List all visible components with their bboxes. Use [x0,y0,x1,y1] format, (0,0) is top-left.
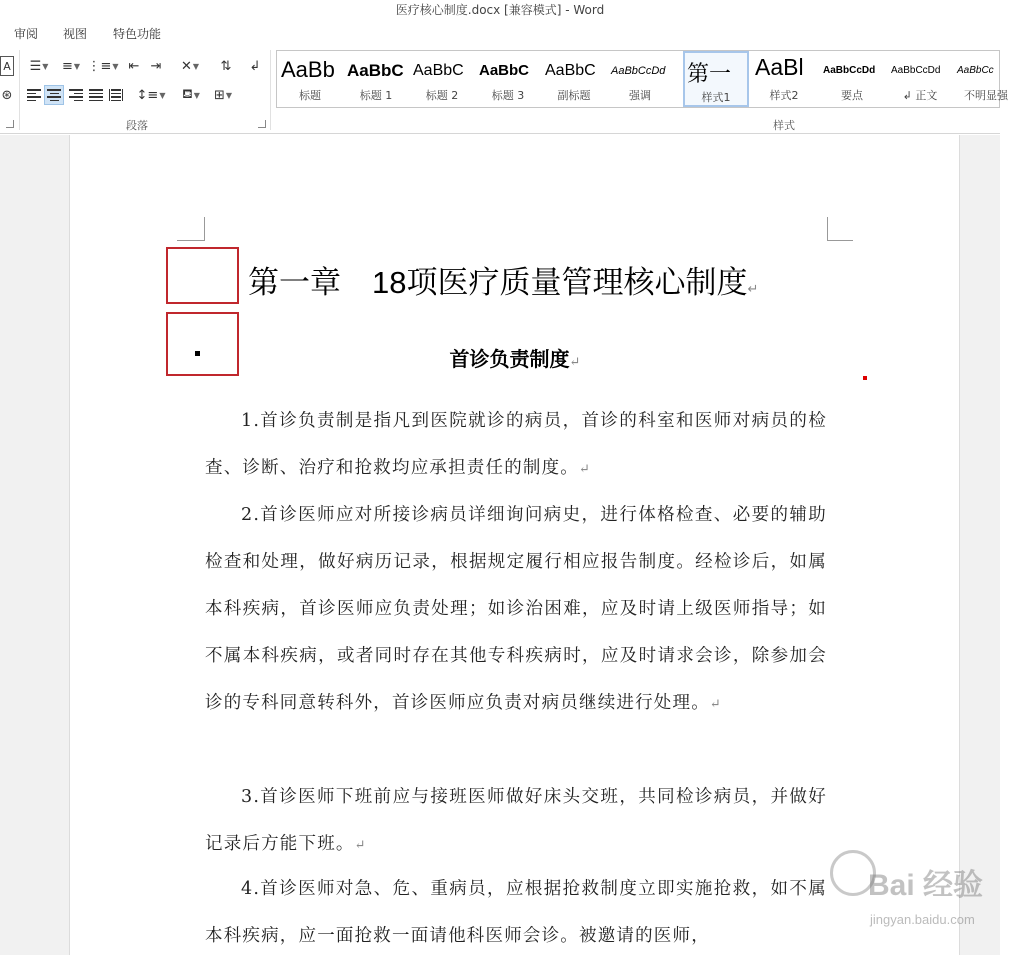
style-emphasis[interactable] [607,51,673,107]
bullets-button[interactable]: ☰ ▼ [29,58,49,74]
body-paragraph[interactable] [205,866,827,960]
style-name: 不明显强 [964,89,1008,102]
shading-button[interactable]: ⛾ ▼ [182,86,200,102]
body-paragraph[interactable] [205,774,827,869]
bullets-icon: ☰ [29,58,42,74]
style-normal[interactable] [887,51,953,107]
style-sample: 第一 [687,61,732,86]
style-name: 标题 1 [359,89,393,102]
paragraph-text: 4.首诊医师对急、危、重病员，应根据抢救制度立即实施抢救，如不属本科疾病，应一面抢救一面请他科医师会诊。被邀请的医师， [205,879,827,946]
multilevel-list-button[interactable]: ⋮≡ ▼ [87,58,119,74]
section-heading-text: 首诊负责制度 [449,349,570,371]
style-heading-2[interactable] [409,51,475,107]
align-right-button[interactable] [66,85,86,105]
highlight-box [166,247,239,304]
paragraph-mark: ↵ [569,354,581,369]
style-title[interactable] [277,51,343,107]
style-heading-3[interactable] [475,51,541,107]
style-sample: AaBb [281,57,335,82]
watermark-site: jingyan.baidu.com [870,912,975,927]
style-sample: AaBl [755,54,804,80]
style-sample: AaBbC [413,62,464,79]
ribbon-tab-row [0,20,1000,46]
justify-icon [89,89,103,101]
chapter-heading-text: 第一章 18项医疗质量管理核心制度 [248,265,748,300]
chinese-layout-button[interactable]: ✕ ▼ [180,58,200,74]
style-name: 副标题 [557,89,591,102]
sort-icon: ⇅ [220,58,232,74]
style-sample: AaBbC [479,62,530,79]
numbering-button[interactable]: ≡ ▼ [61,58,81,74]
align-right-icon [69,89,83,101]
style-sample: AaBbCcDd [611,65,666,77]
red-marker-dot [863,376,867,380]
style-name: 样式1 [701,91,731,104]
paragraph-mark: ↵ [354,838,367,853]
body-paragraph[interactable] [205,398,827,493]
increase-indent-icon: ⇥ [150,58,162,74]
paragraph-mark: ↵ [747,281,759,296]
section-heading[interactable] [0,343,1000,372]
align-center-button[interactable] [44,85,64,105]
style-sample: AaBbC [545,62,596,79]
style-name: ↲ 正文 [902,89,938,102]
watermark-brand: Bai 经验 [868,869,984,902]
group-separator [270,50,271,130]
crop-mark-top-right [827,217,853,241]
paint-bucket-icon: ⛾ [182,86,193,102]
borders-icon: ⊞ [213,87,225,103]
borders-button[interactable]: ⊞ ▼ [213,87,233,103]
enclose-character-icon[interactable]: ⊛ [1,87,13,103]
line-spacing-icon: ↕≡ [136,87,159,103]
paragraph-group-label: 段落 [126,119,148,132]
window-title: 医疗核心制度.docx [兼容模式] - Word [0,0,1000,20]
paragraph-mark: ↵ [709,697,722,712]
distributed-icon [109,89,123,101]
style-name: 要点 [841,89,863,102]
style-sample: AaBbCc [957,65,994,76]
sort-button[interactable] [216,56,236,76]
paragraph-text: 3.首诊医师下班前应与接班医师做好床头交班，共同检诊病员，并做好记录后方能下班。 [205,787,827,854]
style-name: 样式2 [769,89,799,102]
align-left-icon [27,89,41,101]
style-name: 标题 [299,89,321,102]
paragraph-mark: ↵ [579,462,592,477]
chapter-heading[interactable] [248,257,758,302]
style-sample: AaBbC [347,61,404,80]
decrease-indent-icon: ⇤ [128,58,140,74]
style-name: 标题 2 [425,89,459,102]
styles-gallery [276,50,1008,108]
paragraph-mark-icon: ↲ [249,58,261,74]
multilevel-list-icon: ⋮≡ [87,58,112,74]
baidu-jingyan-watermark [830,850,1000,940]
chinese-layout-icon: ✕ [180,58,192,74]
numbering-icon: ≡ [61,58,73,74]
decrease-indent-button[interactable] [124,56,144,76]
style-style1[interactable] [683,51,749,107]
paragraph-text: 2.首诊医师应对所接诊病员详细询问病史，进行体格检查、必要的辅助检查和处理，做好病历记录，根据规定履行相应报告制度。经检诊后，如属本科疾病，首诊医师应负责处理；如诊治困难，应及时请上级医师指导；如不属本科疾病，或者同时存在其他专科疾病时，应及时请求会诊，除参加会诊的专科同意转科外，首诊医师应负责对病员继续进行处理。 [205,505,827,713]
tab-review[interactable]: 审阅 [14,27,39,41]
group-separator [19,50,20,130]
style-name: 强调 [629,89,651,102]
body-paragraph[interactable] [205,492,827,728]
tab-view[interactable]: 视图 [63,27,88,41]
style-sample: AaBbCcDd [823,65,876,76]
increase-indent-button[interactable] [146,56,166,76]
crop-mark-top-left [177,217,205,241]
font-dialog-launcher[interactable] [6,120,14,128]
style-subtitle[interactable] [541,51,607,107]
paragraph-dialog-launcher[interactable] [258,120,266,128]
style-subtle-emphasis[interactable] [953,51,1019,107]
style-style2[interactable] [751,51,817,107]
style-key-point[interactable] [819,51,885,107]
distributed-button[interactable] [106,85,126,105]
style-heading-1[interactable] [343,51,409,107]
style-name: 标题 3 [491,89,525,102]
styles-group-label: 样式 [773,119,795,132]
style-sample: AaBbCcDd [891,65,941,76]
show-marks-button[interactable] [246,56,264,76]
align-center-icon [47,89,61,101]
align-left-button[interactable] [24,85,44,105]
tab-special-features[interactable]: 特色功能 [113,27,162,41]
justify-button[interactable] [86,85,106,105]
paragraph-text: 1.首诊负责制是指凡到医院就诊的病员，首诊的科室和医师对病员的检查、诊断、治疗和抢救均应承担责任的制度。 [205,411,827,478]
line-spacing-button[interactable]: ↕≡ ▼ [136,87,166,103]
character-border-icon[interactable]: A [0,56,14,76]
